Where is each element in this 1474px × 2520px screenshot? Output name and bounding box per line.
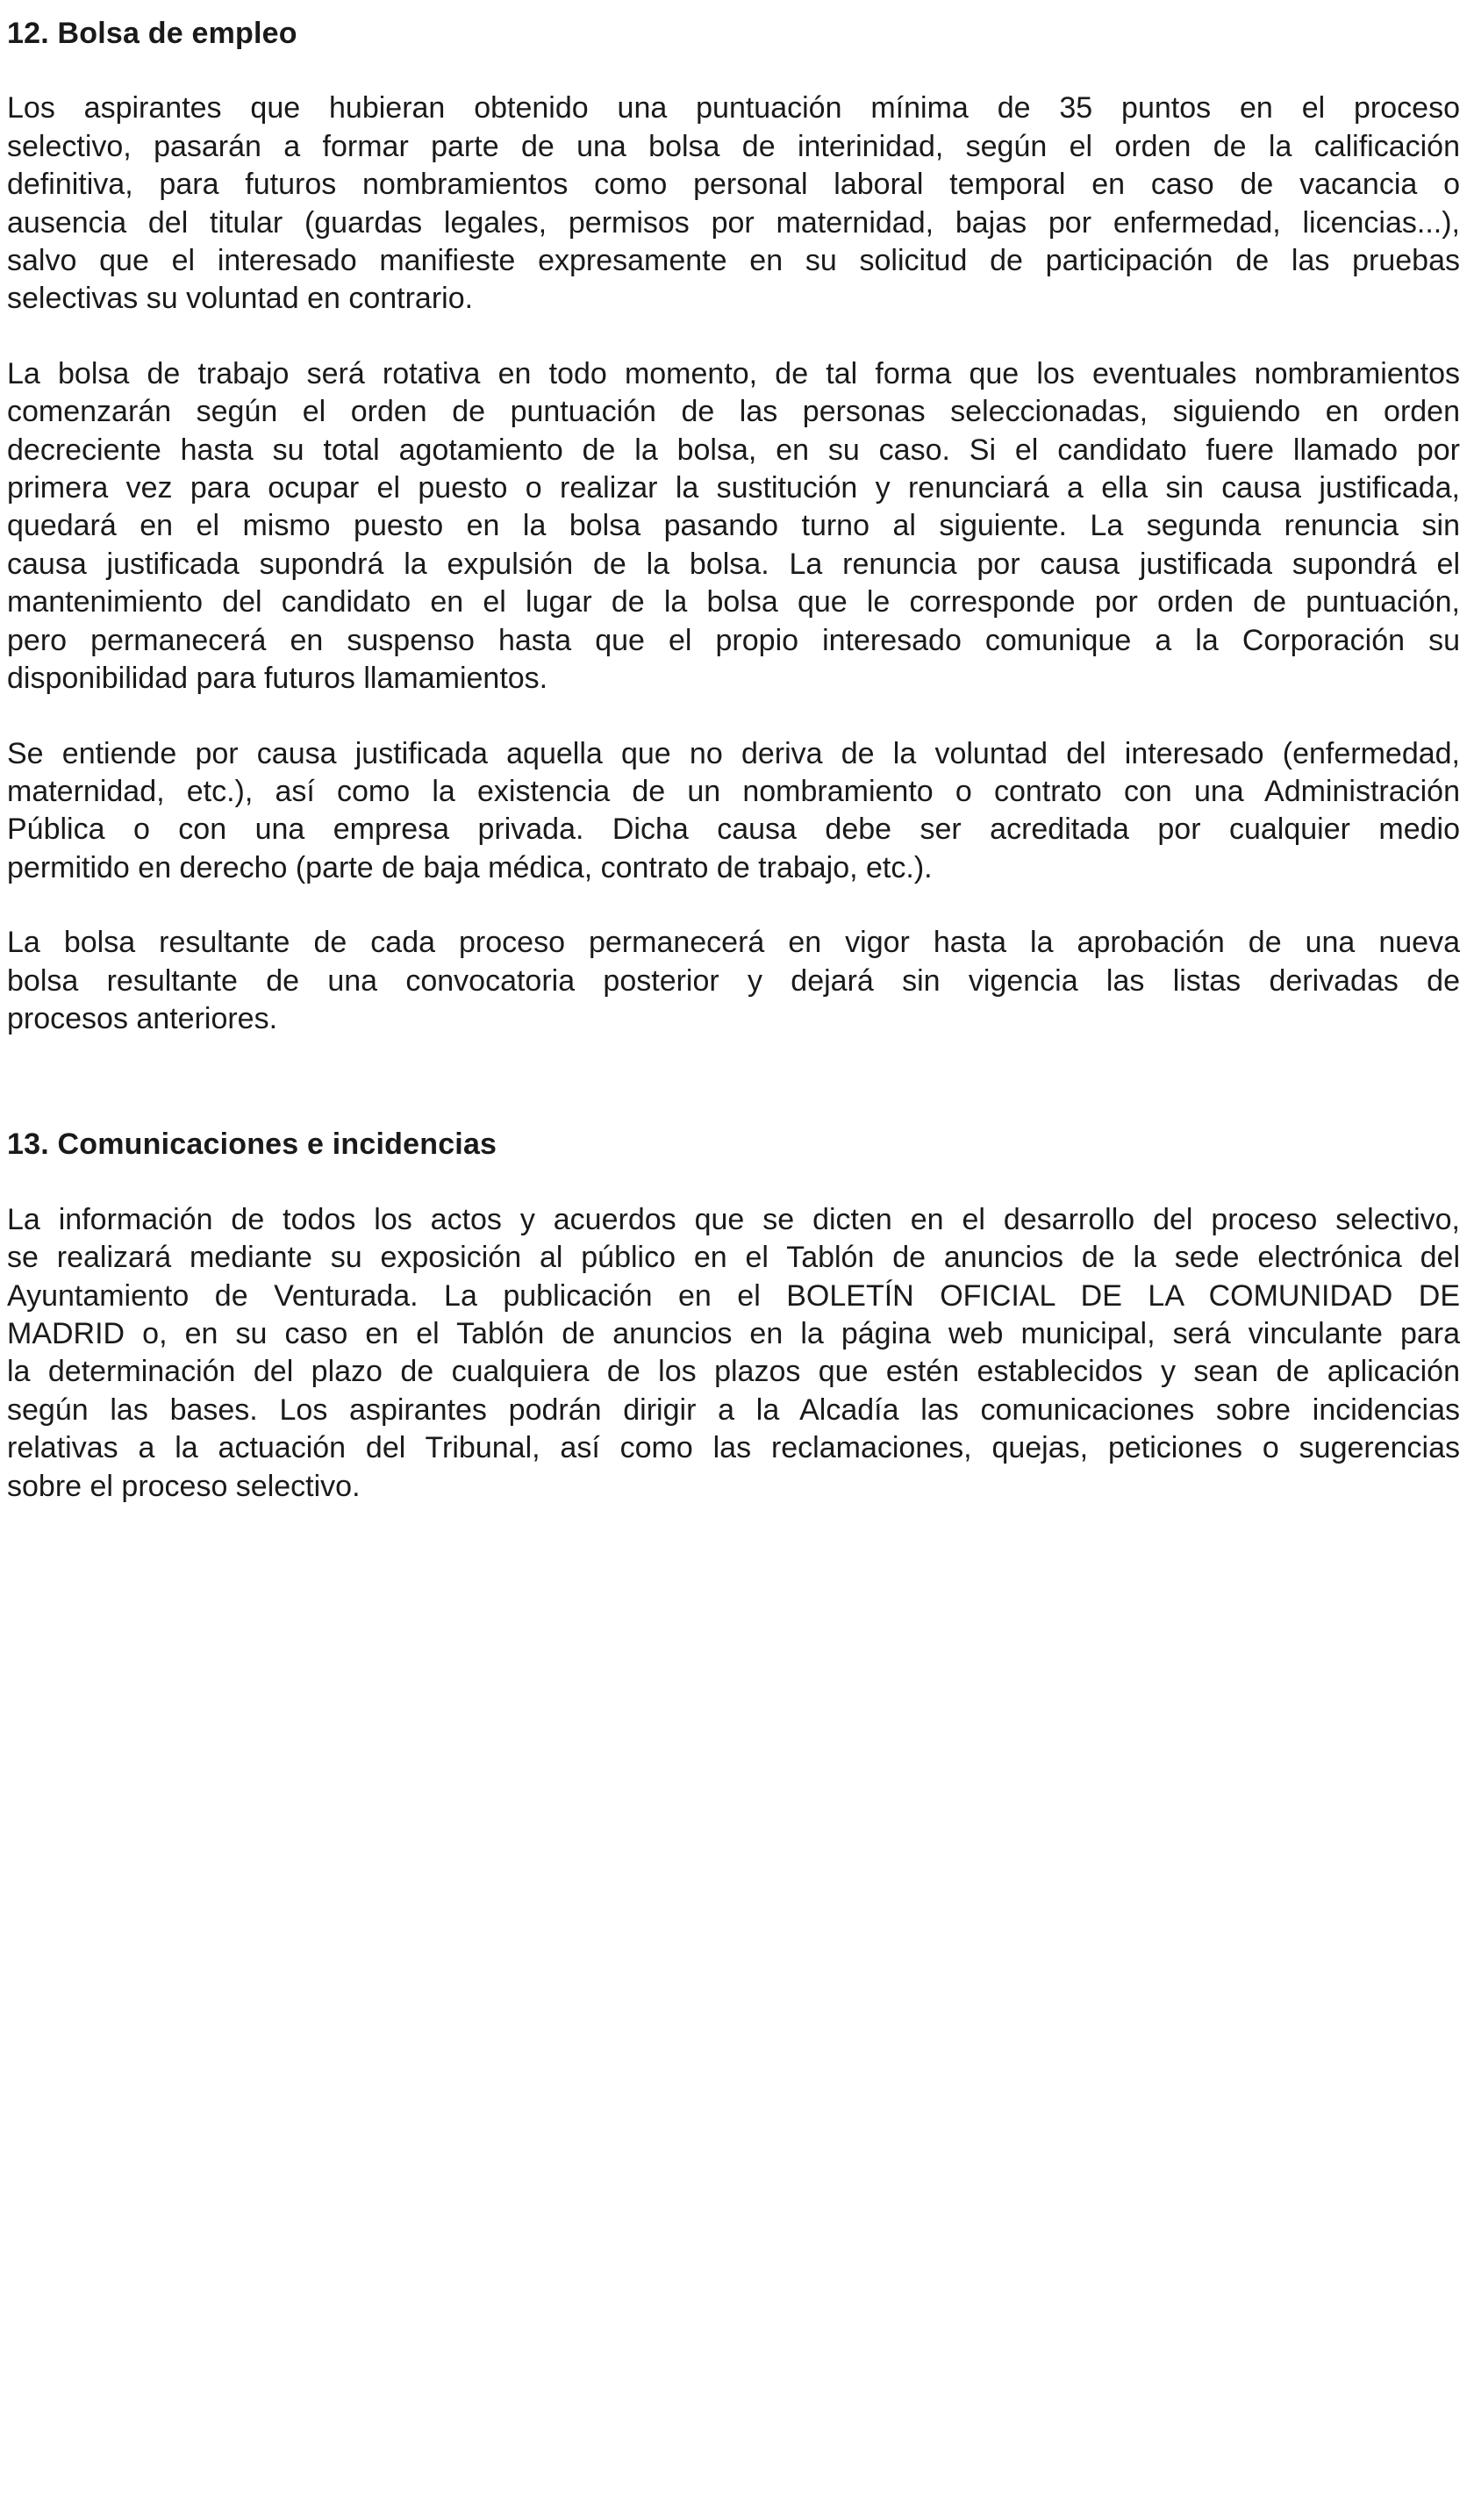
section-comunicaciones <box>7 1126 1460 1506</box>
text-line: bolsa resultante de una convocatoria posterior y dejará sin vigencia las listas derivadas de <box>7 963 1460 998</box>
text-line: permitido en derecho (parte de baja médica, contrato de trabajo, etc.). <box>7 850 933 884</box>
text-line: decreciente hasta su total agotamiento de la bolsa, en su caso. Si el candidato fuere llamado por <box>7 433 1460 467</box>
text-line: quedará en el mismo puesto en la bolsa pasando turno al siguiente. La segunda renuncia sin <box>7 509 1460 543</box>
paragraph-bolsa-1 <box>7 89 1460 318</box>
text-line: Ayuntamiento de Venturada. La publicación en el BOLETÍN OFICIAL DE LA COMUNIDAD DE <box>7 1278 1460 1313</box>
text-line: primera vez para ocupar el puesto o realizar la sustitución y renunciará a ella sin causa justificada, <box>7 471 1460 505</box>
text-line: la determinación del plazo de cualquiera de los plazos que estén establecidos y sean de aplicación <box>7 1355 1460 1389</box>
text-line: sobre el proceso selectivo. <box>7 1469 361 1503</box>
text-line: La bolsa resultante de cada proceso permanecerá en vigor hasta la aprobación de una nueva <box>7 926 1460 960</box>
paragraph-comunicaciones-1 <box>7 1201 1460 1506</box>
text-line: se realizará mediante su exposición al público en el Tablón de anuncios de la sede electrónica del <box>7 1241 1460 1275</box>
text-line: según las bases. Los aspirantes podrán dirigir a la Alcadía las comunicaciones sobre incidencias <box>7 1392 1460 1427</box>
text-line: procesos anteriores. <box>7 1001 278 1035</box>
text-line: selectivo, pasarán a formar parte de una bolsa de interinidad, según el orden de la calificación <box>7 129 1460 163</box>
text-line: La bolsa de trabajo será rotativa en todo momento, de tal forma que los eventuales nombramientos <box>7 356 1460 390</box>
text-line: salvo que el interesado manifieste expresamente en su solicitud de participación de las pruebas <box>7 244 1460 278</box>
section-heading-12: 12. Bolsa de empleo <box>7 17 297 50</box>
text-line: pero permanecerá en suspenso hasta que el propio interesado comunique a la Corporación su <box>7 623 1460 657</box>
text-line: disponibilidad para futuros llamamientos. <box>7 662 548 696</box>
text-line: definitiva, para futuros nombramientos como personal laboral temporal en caso de vacancia o <box>7 168 1460 202</box>
paragraph-bolsa-4 <box>7 924 1460 1038</box>
text-line: relativas a la actuación del Tribunal, así como las reclamaciones, quejas, peticiones o sugerencias <box>7 1431 1460 1465</box>
text-line: causa justificada supondrá la expulsión de la bolsa. La renuncia por causa justificada supondrá el <box>7 547 1460 581</box>
text-line: MADRID o, en su caso en el Tablón de anuncios en la página web municipal, será vinculante para <box>7 1316 1460 1350</box>
text-line: maternidad, etc.), así como la existencia de un nombramiento o contrato con una Administración <box>7 774 1460 808</box>
text-line: Los aspirantes que hubieran obtenido una puntuación mínima de 35 puntos en el proceso <box>7 91 1460 125</box>
text-line: comenzarán según el orden de puntuación de las personas seleccionadas, siguiendo en orden <box>7 395 1460 429</box>
text-line: selectivas su voluntad en contrario. <box>7 282 474 316</box>
section-bolsa-de-empleo <box>7 15 1460 1038</box>
text-line: Se entiende por causa justificada aquella que no deriva de la voluntad del interesado (enfermedad, <box>7 736 1460 770</box>
text-line: Pública o con una empresa privada. Dicha causa debe ser acreditada por cualquier medio <box>7 813 1460 847</box>
paragraph-bolsa-3 <box>7 735 1460 888</box>
text-line: La información de todos los actos y acuerdos que se dicten en el desarrollo del proceso selectivo, <box>7 1202 1460 1236</box>
text-line: mantenimiento del candidato en el lugar de la bolsa que le corresponde por orden de puntuación, <box>7 585 1460 619</box>
text-line: ausencia del titular (guardas legales, permisos por maternidad, bajas por enfermedad, licencias...), <box>7 205 1460 240</box>
paragraph-bolsa-2 <box>7 355 1460 698</box>
section-heading-13: 13. Comunicaciones e incidencias <box>7 1128 497 1162</box>
